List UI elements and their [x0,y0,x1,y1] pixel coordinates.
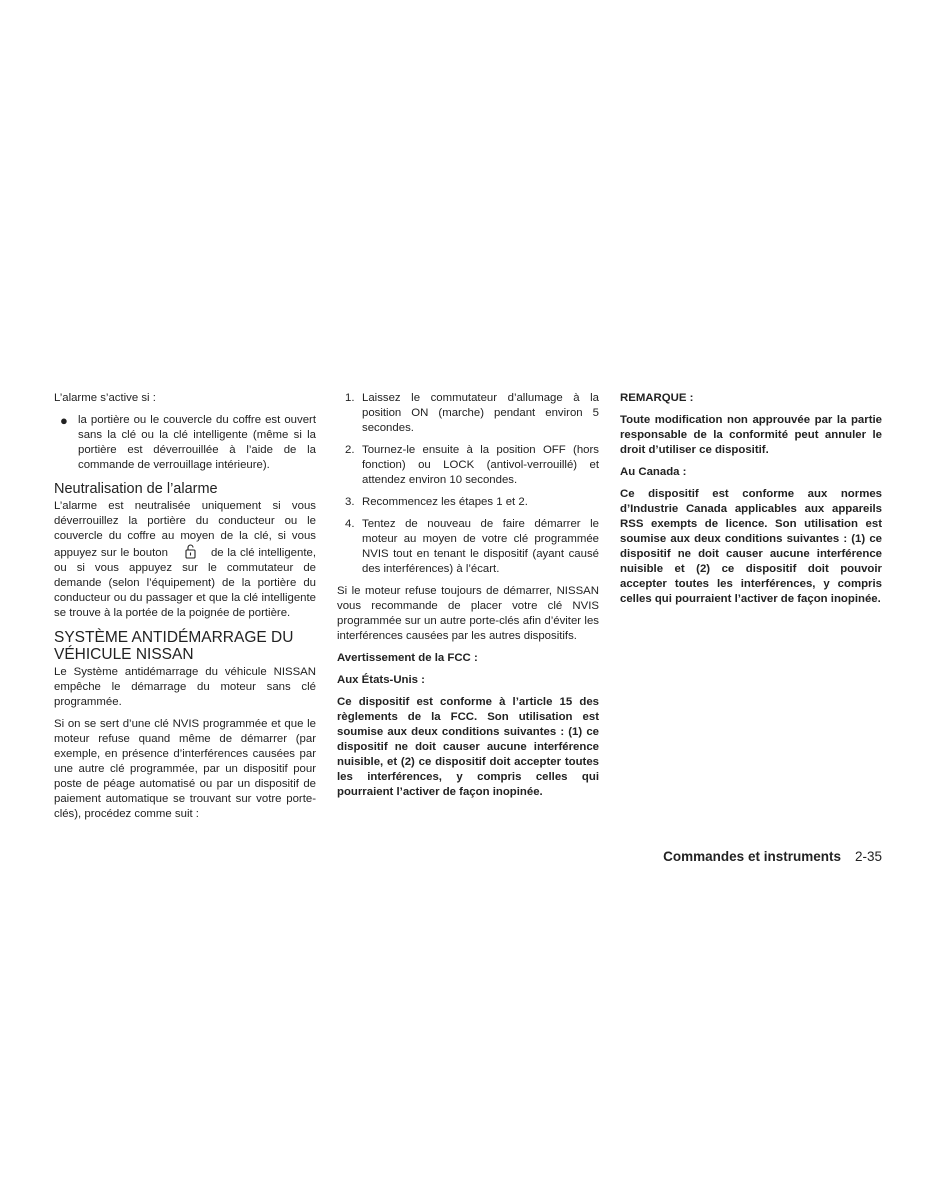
system-heading [54,629,316,663]
steps-list [337,391,599,577]
system-heading-line2: VÉHICULE NISSAN [54,646,194,663]
canada-paragraph: Ce dispositif est conforme aux normes d’Industrie Canada applicables aux appareils RSS exempts de licence. Son utilisation est soumise aux deux conditions suivantes : (1) ce dispositif ne doit causer aucune interférence nuisible et (2) ce dispositif doit pouvoir accepter toutes les interférences, y compris celles qui pourraient l’activer de façon inopinée. [620,488,882,605]
neutralisation-text-start: L’alarme est neutralisée uniquement si vous déverrouillez la portière du conducteur ou le couvercle du coffre au moyen de la clé, si vous appuyez sur le bouton [54,500,316,559]
step-text: Recommencez les étapes 1 et 2. [362,496,528,508]
step-number: 4. [345,518,355,530]
footer-section-title: Commandes et instruments [663,849,841,864]
step-text: Tournez-le ensuite à la position OFF (hors fonction) ou LOCK (antivol-verrouillé) et attendez environ 10 secondes. [362,444,599,486]
column-left [54,391,316,829]
page-number: 2-35 [854,849,882,864]
remark-paragraph: Toute modification non approuvée par la partie responsable de la conformité peut annuler le droit d’utiliser ce dispositif. [620,414,882,456]
canada-heading: Au Canada : [620,466,687,478]
page-footer [663,848,882,865]
neutralisation-text-end: de la clé intelligente, ou si vous appuyez sur le commutateur de demande (selon l’équipement) de la portière du conducteur ou du passager et que la clé intelligente se trouve à la portée de la poignée de portière. [54,547,316,619]
step-number: 2. [345,444,355,456]
step-number: 1. [345,392,355,404]
system-paragraph-2: Si on se sert d’une clé NVIS programmée et que le moteur refuse quand même de démarrer (par exemple, en présence d’interférences causées par une autre clé programmée, par un dispositif pour poste de péage automatisé ou par un dispositif de paiement automatique se trouvant sur votre porte-clés), procédez comme suit : [54,718,316,820]
list-item [337,517,599,577]
step-text: Laissez le commutateur d’allumage à la position ON (marche) pendant environ 5 secondes. [362,392,599,434]
neutralisation-heading: Neutralisation de l’alarme [54,481,218,497]
bullet-icon: ● [60,413,68,428]
us-paragraph: Ce dispositif est conforme à l’article 15 des règlements de la FCC. Son utilisation est soumise aux deux conditions suivantes : (1) ce dispositif ne doit causer aucune interférence nuisible, et (2) ce dispositif doit accepter toutes les interférences, y compris celles qui pourraient l’activer de façon inopinée. [337,696,599,798]
remark-heading: REMARQUE : [620,392,694,404]
unlock-button-icon [185,544,196,559]
column-right [620,391,882,614]
neutralisation-paragraph [54,499,316,621]
column-middle [337,391,599,807]
list-item [337,391,599,436]
us-heading: Aux États-Unis : [337,674,425,686]
step-text: Tentez de nouveau de faire démarrer le moteur au moyen de votre clé programmée NVIS tout en tenant le dispositif (ayant causé des interférences) à l’écart. [362,518,599,575]
alarm-intro: L’alarme s’active si : [54,392,156,404]
system-heading-line1: SYSTÈME ANTIDÉMARRAGE DU [54,629,294,646]
bullet-text: la portière ou le couvercle du coffre est ouvert sans la clé ou la clé intelligente (même si la portière est déverrouillée à l’aide de la commande de verrouillage intérieure). [78,414,316,471]
after-steps-paragraph: Si le moteur refuse toujours de démarrer, NISSAN vous recommande de placer votre clé NVIS programmée sur un autre porte-clés afin d’éviter les interférences causées par les autres dispositifs. [337,585,599,642]
list-item [337,443,599,488]
alarm-conditions-list [54,413,316,473]
fcc-heading: Avertissement de la FCC : [337,652,478,664]
list-item [337,495,599,510]
list-item [54,413,316,473]
system-paragraph-1: Le Système antidémarrage du véhicule NISSAN empêche le démarrage du moteur sans clé programmée. [54,666,316,708]
step-number: 3. [345,496,355,508]
